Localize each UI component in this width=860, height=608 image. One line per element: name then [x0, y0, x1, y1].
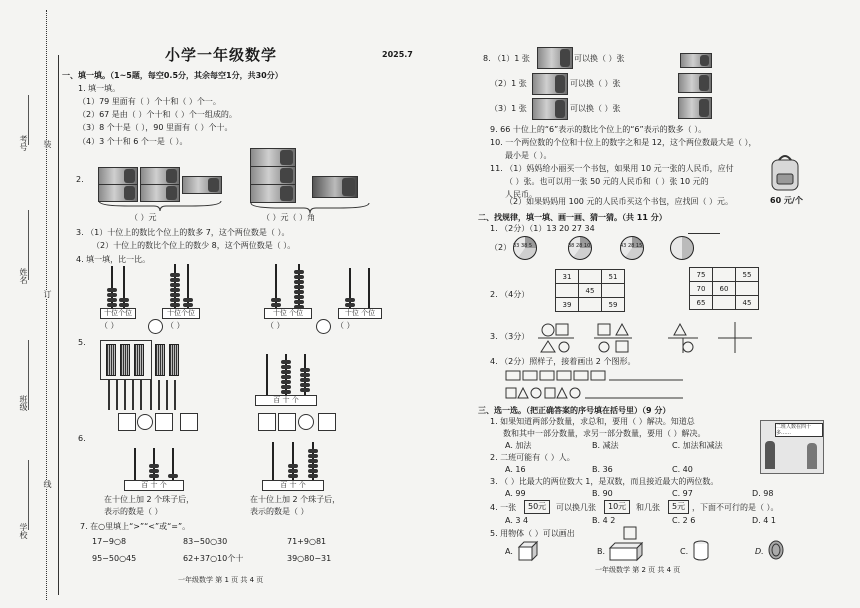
q4-blank: （ ） — [166, 321, 185, 330]
abacus-bead — [294, 280, 304, 284]
abacus-bead — [183, 298, 193, 302]
grid-cell: 60 — [713, 282, 736, 296]
counting-stick — [158, 380, 160, 410]
q4-blank: （ ） — [336, 321, 355, 330]
abacus-bead — [107, 303, 117, 307]
q6-label: 6. — [78, 434, 86, 443]
grid-cell: 55 — [736, 268, 759, 282]
choice-q5-opt[interactable]: D. — [755, 547, 764, 556]
pattern-q1: 1. （2分）（1）13 20 27 34 — [490, 224, 595, 233]
stick-bundle — [155, 344, 165, 376]
abacus-bead — [149, 474, 159, 478]
abacus-base: 百 十 个 — [262, 480, 324, 491]
banknote-image — [532, 98, 568, 120]
choice-q4c: 和几张 — [636, 503, 660, 512]
q11b: （ ）张。也可以用一张 50 元的人民币和（ ）张 10 元的 — [505, 177, 709, 186]
banknote-image — [532, 73, 568, 95]
q7-item: 39○80−31 — [287, 554, 332, 563]
abacus-bead — [170, 273, 180, 277]
choice-q4-opt[interactable]: B. 4 2 — [592, 516, 616, 525]
abacus-bead — [149, 464, 159, 468]
number-pie: 43 28 15 — [620, 236, 644, 260]
answer-line[interactable] — [688, 233, 720, 234]
pattern-q2: 2. （4分） — [490, 290, 530, 299]
abacus-bead — [294, 300, 304, 304]
q8-1b: 可以换（ ）张 — [574, 54, 625, 63]
q7-item: 71+9○81 — [287, 537, 327, 546]
section-2-title: 二、找规律，填一填、画一画、猜一猜。（共 11 分） — [478, 213, 667, 222]
choice-q4-opt[interactable]: D. 4 1 — [752, 516, 776, 525]
abacus-bead — [288, 469, 298, 473]
choice-q3-opt[interactable]: C. 97 — [672, 489, 693, 498]
choice-q2: 2. 二班可能有（ ）人。 — [490, 453, 575, 462]
abacus-bead — [294, 285, 304, 289]
q1-1: （1）79 里面有（ ）个十和（ ）个一。 — [78, 97, 221, 106]
banknote-image — [140, 167, 180, 185]
abacus-bead — [300, 373, 310, 377]
abacus-bead — [345, 303, 355, 307]
grid-cell: 45 — [579, 284, 602, 298]
abacus-bead — [281, 380, 291, 384]
q8-2a: （2）1 张 — [490, 79, 527, 88]
answer-box[interactable] — [155, 413, 173, 431]
choice-q4a: 4. 一张 — [490, 503, 517, 512]
choice-q5-opt[interactable]: A. — [505, 547, 513, 556]
xingming-line — [28, 210, 30, 280]
number-grid-1 — [555, 269, 625, 312]
section-1-title: 一、填一填。（1~5题，每空0.5分，其余每空1分，共30分） — [62, 71, 283, 80]
grid-cell[interactable] — [736, 282, 759, 296]
xuexiao-label: 学校 — [19, 523, 28, 539]
abacus-bead — [149, 469, 159, 473]
grid-cell: 75 — [690, 268, 713, 282]
q6-right-line1: 在十位上加 2 个珠子后， — [250, 495, 341, 504]
q6-right-line2: 表示的数是（ ） — [250, 507, 309, 516]
abacus-bead — [281, 385, 291, 389]
grid-cell[interactable] — [713, 268, 736, 282]
compare-circle[interactable] — [316, 319, 331, 334]
choice-q1-opt[interactable]: C. 加法和减法 — [672, 441, 723, 450]
answer-box[interactable] — [318, 413, 336, 431]
abacus-rod — [134, 448, 136, 480]
grid-cell: 51 — [602, 270, 625, 284]
abacus-bead — [294, 295, 304, 299]
choice-q2-opt[interactable]: C. 40 — [672, 465, 693, 474]
counting-stick — [132, 380, 134, 410]
compare-circle[interactable] — [137, 414, 153, 430]
abacus-bead — [281, 390, 291, 394]
answer-box[interactable] — [180, 413, 198, 431]
number-pie: 38 28 10 — [568, 236, 592, 260]
binding-dotted-line — [46, 10, 47, 600]
q11d: （2）如果妈妈用 100 元的人民币买这个书包，应找回（ ）元。 — [505, 197, 733, 206]
banknote-image — [250, 166, 296, 185]
price-tag: 60 元/个 — [770, 196, 803, 205]
grid-cell[interactable] — [602, 284, 625, 298]
abacus-base: 十位 个位 — [264, 308, 312, 319]
backpack-icon — [768, 152, 802, 192]
kaohao-label: 考号 — [19, 135, 28, 151]
shape-pattern — [538, 322, 758, 354]
binding-zhuang: 装 — [43, 140, 52, 148]
abacus-bead — [281, 370, 291, 374]
choice-q5-opt[interactable]: B. — [597, 547, 606, 556]
grid-cell: 31 — [556, 270, 579, 284]
banknote-image — [250, 184, 296, 203]
abacus-bead — [288, 464, 298, 468]
grid-cell[interactable] — [579, 270, 602, 284]
cylinder-icon — [692, 540, 710, 562]
choice-q3: 3. （ ）比最大的两位数大 1，是双数，而且接近最大的两位数。 — [490, 477, 719, 486]
q4-blank: （ ） — [266, 321, 285, 330]
q7-item: 62+37○10个十 — [183, 554, 244, 563]
coin-icon — [767, 540, 785, 560]
abacus-bead — [308, 474, 318, 478]
abacus-bead — [170, 283, 180, 287]
q7-item: 95−50○45 — [92, 554, 137, 563]
q6-left-line1: 在十位上加 2 个珠子后， — [104, 495, 195, 504]
q2-label: 2. — [76, 175, 84, 184]
square-outline-icon — [622, 525, 648, 541]
choice-q1-opt[interactable]: B. 减法 — [592, 441, 619, 450]
compare-circle[interactable] — [148, 319, 163, 334]
counting-stick — [116, 380, 118, 410]
grid-cell: 45 — [736, 296, 759, 310]
choice-q1-opt[interactable]: A. 加法 — [505, 441, 532, 450]
note-50: 50元 — [524, 500, 550, 514]
choice-q4b: 可以换几张 — [556, 503, 596, 512]
choice-q5: 5. 用物体（ ）可以画出 — [490, 529, 575, 538]
q8-2b: 可以换（ ）张 — [570, 79, 621, 88]
q1-3: （3）8 个十是（ ），90 里面有（ ）个十。 — [78, 123, 233, 132]
q2-answer-yuan: （ ）元 — [130, 213, 157, 222]
grid-cell: 65 — [690, 296, 713, 310]
compare-circle[interactable] — [298, 414, 314, 430]
q3-1: 3. （1）十位上的数比个位上的数多 7，这个两位数是（ ）。 — [76, 228, 290, 237]
counting-stick — [124, 380, 126, 410]
page-footer-left: 一年级数学 第 1 页 共 4 页 — [178, 576, 264, 584]
abacus-bead — [271, 303, 281, 307]
section-3-title: 三、选一选。（把正确答案的序号填在括号里）（9 分） — [478, 406, 671, 415]
abacus-bead — [300, 388, 310, 392]
abacus-bead — [281, 360, 291, 364]
abacus-bead — [294, 290, 304, 294]
number-pie: 33 38 5 — [513, 236, 537, 260]
banknote-image — [182, 176, 222, 194]
abacus-base: 百 十 个 — [124, 480, 184, 491]
banji-line — [28, 340, 30, 410]
q7-label: 7. 在○里填上“>”“<”或“=”。 — [80, 522, 191, 531]
brace-icon — [98, 200, 222, 212]
counting-stick — [174, 380, 176, 410]
abacus-bead — [281, 375, 291, 379]
counting-stick — [166, 380, 168, 410]
abacus-bead — [170, 288, 180, 292]
xuexiao-line — [28, 460, 30, 530]
choice-q2-opt[interactable]: B. 36 — [592, 465, 613, 474]
classroom-illustration: 二班人数在四十多…… — [760, 420, 824, 474]
grid-cell[interactable] — [579, 298, 602, 312]
pattern-q3: 3. （3分） — [490, 332, 530, 341]
answer-box[interactable] — [118, 413, 136, 431]
abacus-bead — [107, 288, 117, 292]
choice-q3-opt[interactable]: B. 90 — [592, 489, 613, 498]
grid-cell: 39 — [556, 298, 579, 312]
binding-inner-line — [58, 55, 59, 595]
grid-cell: 70 — [690, 282, 713, 296]
choice-q5-opt[interactable]: C. — [680, 547, 689, 556]
abacus-bead — [300, 378, 310, 382]
abacus-bead — [345, 298, 355, 302]
abacus-bead — [288, 474, 298, 478]
stick-bundle — [106, 344, 116, 376]
abacus-bead — [168, 474, 178, 478]
grid-cell[interactable] — [556, 284, 579, 298]
q7-item: 83−50○30 — [183, 537, 228, 546]
abacus-bead — [183, 303, 193, 307]
q3-2: （2）十位上的数比个位上的数少 8，这个两位数是（ ）。 — [92, 241, 296, 250]
banknote-image — [98, 167, 138, 185]
abacus-bead — [271, 298, 281, 302]
page-title: 小学一年级数学 — [165, 46, 278, 64]
q1-2: （2）67 是由（ ）个十和（ ）个一组成的。 — [78, 110, 237, 119]
banknote-image — [678, 73, 712, 93]
pattern-q4: 4. （2分）照样子，接着画出 2 个图形。 — [490, 357, 636, 366]
grid-cell: 59 — [602, 298, 625, 312]
abacus-bead — [170, 303, 180, 307]
choice-q3-opt[interactable]: D. 98 — [752, 489, 774, 498]
q6-left-line2: 表示的数是（ ） — [104, 507, 163, 516]
cuboid-icon — [608, 542, 644, 562]
abacus-bead — [300, 383, 310, 387]
abacus-bead — [107, 298, 117, 302]
abacus-bead — [119, 303, 129, 307]
abacus-rod — [272, 442, 274, 480]
q11a: 11. （1）妈妈给小丽买一个书包，如果用 10 元一张的人民币，应付 — [490, 164, 734, 173]
choice-q4-opt[interactable]: C. 2 6 — [672, 516, 696, 525]
binding-xian: 线 — [43, 480, 52, 488]
abacus-bead — [119, 298, 129, 302]
binding-ding: 订 — [43, 290, 52, 298]
stick-bundle — [169, 344, 179, 376]
abacus-base: 十位个位 — [100, 308, 136, 319]
answer-box[interactable] — [278, 413, 296, 431]
q1-label: 1. 填一填。 — [78, 84, 121, 93]
note-5: 5元 — [668, 500, 689, 514]
banknote-image — [680, 53, 712, 68]
q10b: 最小是（ ）。 — [505, 151, 552, 160]
stick-bundle — [134, 344, 144, 376]
grid-cell[interactable] — [713, 296, 736, 310]
abacus-bead — [281, 365, 291, 369]
abacus-bead — [308, 449, 318, 453]
q8-3b: 可以换（ ）张 — [570, 104, 621, 113]
cube-icon — [517, 540, 539, 562]
abacus-bead — [308, 459, 318, 463]
choice-q4-opt[interactable]: A. 3 4 — [505, 516, 529, 525]
choice-q4d: ，下面不可行的是（ ）。 — [692, 503, 779, 512]
abacus-base: 十位个位 — [162, 308, 200, 319]
abacus-rod — [368, 268, 370, 310]
banji-label: 班级 — [19, 395, 28, 411]
abacus-bead — [308, 464, 318, 468]
q9: 9. 66 十位上的“6”表示的数比个位上的“6”表示的数多（ ）。 — [490, 125, 707, 134]
q4-label: 4. 填一填，比一比。 — [76, 255, 151, 264]
q8-3a: （3）1 张 — [490, 104, 527, 113]
number-pie-blank[interactable] — [670, 236, 694, 260]
abacus-bead — [170, 278, 180, 282]
abacus-bead — [107, 293, 117, 297]
abacus-bead — [300, 368, 310, 372]
kaohao-line — [28, 95, 30, 145]
number-grid-2 — [689, 267, 759, 310]
stick-bundle — [120, 344, 130, 376]
banknote-image — [678, 97, 712, 119]
counting-stick — [140, 380, 142, 410]
q4-blank: （ ） — [100, 321, 119, 330]
abacus-bead — [294, 275, 304, 279]
abacus-base: 百 十 个 — [255, 395, 317, 406]
counting-stick — [150, 380, 152, 410]
abacus-bead — [294, 270, 304, 274]
abacus-bead — [308, 454, 318, 458]
note-10: 10元 — [604, 500, 630, 514]
choice-q1a: 1. 如果知道两部分数量，求总和，要用（ ）解决。知道总 — [490, 417, 695, 426]
banknote-image — [250, 148, 296, 167]
choice-q1b: 数和其中一部分数量，求另一部分数量，要用（ ）解决。 — [503, 429, 706, 438]
q2-answer-yuan-jiao: （ ）元（ ）角 — [262, 213, 316, 222]
choice-q3-opt[interactable]: A. 99 — [505, 489, 526, 498]
shape-sequence — [505, 370, 685, 400]
banknote-image — [312, 176, 358, 198]
abacus-bead — [170, 298, 180, 302]
q1-4: （4）3 个十和 6 个一是（ ）。 — [78, 137, 188, 146]
xingming-label: 姓名 — [19, 268, 28, 284]
abacus-rod — [266, 354, 268, 396]
counting-stick — [108, 380, 110, 410]
pattern-q1-2: （2） — [490, 243, 512, 252]
page-footer-right: 一年级数学 第 2 页 共 4 页 — [595, 566, 681, 574]
answer-box[interactable] — [258, 413, 276, 431]
banknote-image — [537, 47, 573, 69]
q10a: 10. 一个两位数的个位和十位上的数字之和是 12，这个两位数最大是（ ）， — [490, 138, 757, 147]
q7-item: 17−9○8 — [92, 537, 127, 546]
q8-1a: 8. （1）1 张 — [483, 54, 530, 63]
q5-label: 5. — [78, 338, 86, 347]
abacus-bead — [170, 293, 180, 297]
q11c: 人民币。 — [505, 190, 537, 199]
exam-date: 2025.7 — [382, 50, 413, 59]
abacus-bead — [308, 469, 318, 473]
abacus-base: 十位 个位 — [338, 308, 382, 319]
choice-q2-opt[interactable]: A. 16 — [505, 465, 526, 474]
